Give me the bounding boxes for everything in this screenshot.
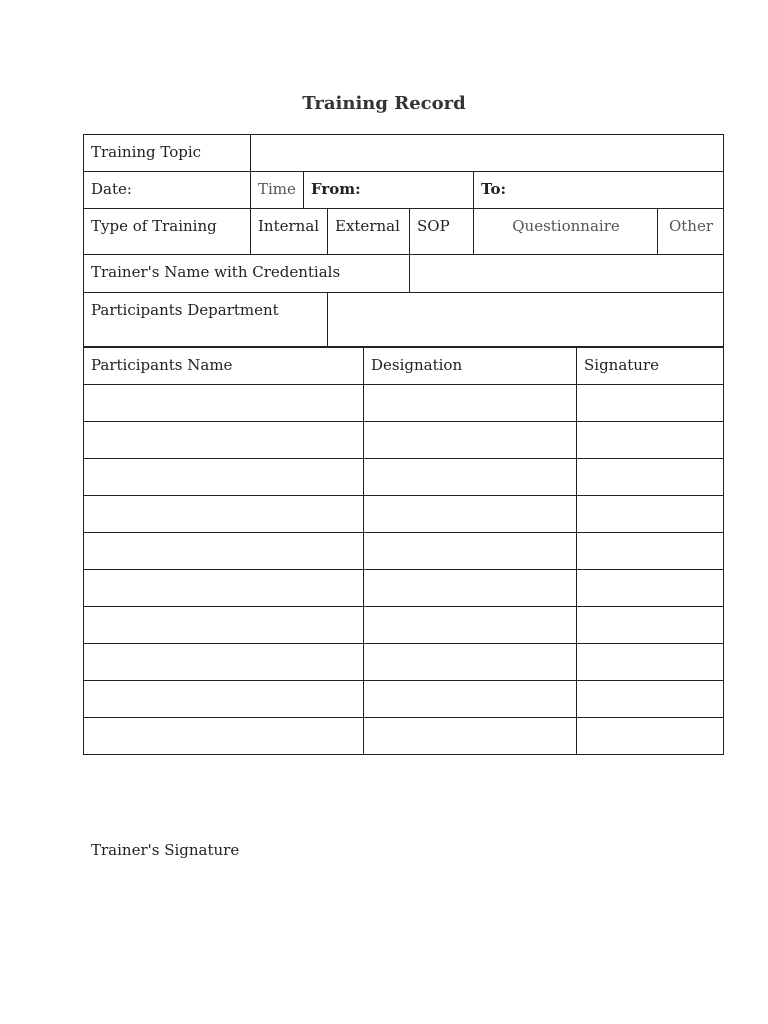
signature-field[interactable] <box>577 459 724 496</box>
participants-department-row <box>84 293 724 347</box>
time-from-cell[interactable] <box>304 172 474 209</box>
table-row <box>84 718 724 755</box>
cell-value <box>577 718 723 726</box>
time-label: Time <box>258 180 296 198</box>
table-row <box>84 385 724 422</box>
cell-value <box>364 681 576 689</box>
participant-name-field[interactable] <box>84 681 364 718</box>
time-to-cell[interactable] <box>474 172 724 209</box>
cell-value <box>84 644 363 652</box>
cell-value <box>577 422 723 430</box>
cell-value <box>364 607 576 615</box>
cell-value <box>577 570 723 578</box>
signature-field[interactable] <box>577 422 724 459</box>
cell-value <box>577 681 723 689</box>
date-time-row <box>84 172 724 209</box>
cell-value <box>577 459 723 467</box>
signature-field[interactable] <box>577 385 724 422</box>
designation-field[interactable] <box>364 533 577 570</box>
trainer-name-label-cell <box>84 255 410 293</box>
participants-department-label: Participants Department <box>91 301 279 319</box>
from-label: From: <box>311 180 361 198</box>
cell-value <box>577 607 723 615</box>
cell-value <box>84 459 363 467</box>
participant-name-field[interactable] <box>84 422 364 459</box>
date-label: Date: <box>91 180 132 198</box>
signature-field[interactable] <box>577 718 724 755</box>
date-cell[interactable] <box>84 172 251 209</box>
participant-name-field[interactable] <box>84 644 364 681</box>
cell-value <box>577 644 723 652</box>
table-row <box>84 496 724 533</box>
designation-field[interactable] <box>364 496 577 533</box>
cell-value <box>364 496 576 504</box>
to-label: To: <box>481 180 506 198</box>
column-header-signature <box>577 348 724 385</box>
cell-value <box>364 459 576 467</box>
cell-value <box>364 533 576 541</box>
training-type-questionnaire[interactable] <box>474 209 658 255</box>
participants-table <box>83 347 724 755</box>
table-row <box>84 422 724 459</box>
table-row <box>84 459 724 496</box>
column-header-designation <box>364 348 577 385</box>
designation-field[interactable] <box>364 422 577 459</box>
cell-value <box>84 607 363 615</box>
cell-value <box>84 681 363 689</box>
training-type-row <box>84 209 724 255</box>
cell-value <box>577 496 723 504</box>
designation-field[interactable] <box>364 607 577 644</box>
cell-value <box>84 385 363 393</box>
cell-value <box>364 385 576 393</box>
trainer-name-label: Trainer's Name with Credentials <box>91 263 341 281</box>
cell-value <box>84 718 363 726</box>
designation-field[interactable] <box>364 385 577 422</box>
trainer-signature-label: Trainer's Signature <box>91 841 240 859</box>
designation-field[interactable] <box>364 459 577 496</box>
training-topic-row <box>84 135 724 172</box>
cell-value <box>364 718 576 726</box>
column-header-label: Participants Name <box>91 356 233 374</box>
participant-name-field[interactable] <box>84 607 364 644</box>
column-header-label: Signature <box>584 356 660 374</box>
cell-value <box>84 496 363 504</box>
training-type-other[interactable] <box>658 209 724 255</box>
cell-value <box>364 644 576 652</box>
training-type-other-label: Other <box>668 217 714 235</box>
participant-name-field[interactable] <box>84 385 364 422</box>
designation-field[interactable] <box>364 718 577 755</box>
designation-field[interactable] <box>364 644 577 681</box>
page-title: Training Record <box>302 93 466 114</box>
cell-value <box>577 385 723 393</box>
designation-field[interactable] <box>364 681 577 718</box>
table-row <box>84 681 724 718</box>
signature-field[interactable] <box>577 644 724 681</box>
designation-field[interactable] <box>364 570 577 607</box>
cell-value <box>84 422 363 430</box>
training-topic-field[interactable] <box>251 135 724 172</box>
participant-rows <box>84 385 724 755</box>
training-type-sop-label: SOP <box>417 217 450 235</box>
participant-name-field[interactable] <box>84 533 364 570</box>
signature-field[interactable] <box>577 607 724 644</box>
training-type-external[interactable] <box>328 209 410 255</box>
cell-value <box>577 533 723 541</box>
training-details-table <box>83 134 724 347</box>
cell-value <box>84 570 363 578</box>
signature-field[interactable] <box>577 570 724 607</box>
type-of-training-label: Type of Training <box>91 217 217 235</box>
signature-field[interactable] <box>577 533 724 570</box>
training-type-internal[interactable] <box>251 209 328 255</box>
training-type-internal-label: Internal <box>258 217 320 235</box>
signature-field[interactable] <box>577 681 724 718</box>
training-topic-label-cell <box>84 135 251 172</box>
participant-name-field[interactable] <box>84 570 364 607</box>
cell-value <box>84 533 363 541</box>
table-row <box>84 570 724 607</box>
type-of-training-label-cell <box>84 209 251 255</box>
participant-name-field[interactable] <box>84 459 364 496</box>
participant-name-field[interactable] <box>84 718 364 755</box>
column-header-label: Designation <box>371 356 463 374</box>
column-header-participants-name <box>84 348 364 385</box>
training-type-questionnaire-label: Questionnaire <box>512 217 620 235</box>
table-row <box>84 644 724 681</box>
participants-header-row <box>84 348 724 385</box>
table-row <box>84 607 724 644</box>
participants-department-label-cell <box>84 293 328 347</box>
cell-value <box>364 422 576 430</box>
participant-name-field[interactable] <box>84 496 364 533</box>
participants-department-field[interactable] <box>328 293 724 347</box>
training-type-external-label: External <box>335 217 400 235</box>
trainer-name-field[interactable] <box>410 255 724 293</box>
trainer-name-row <box>84 255 724 293</box>
table-row <box>84 533 724 570</box>
training-topic-label: Training Topic <box>91 143 202 161</box>
signature-field[interactable] <box>577 496 724 533</box>
time-label-cell <box>251 172 304 209</box>
training-type-sop[interactable] <box>410 209 474 255</box>
cell-value <box>364 570 576 578</box>
